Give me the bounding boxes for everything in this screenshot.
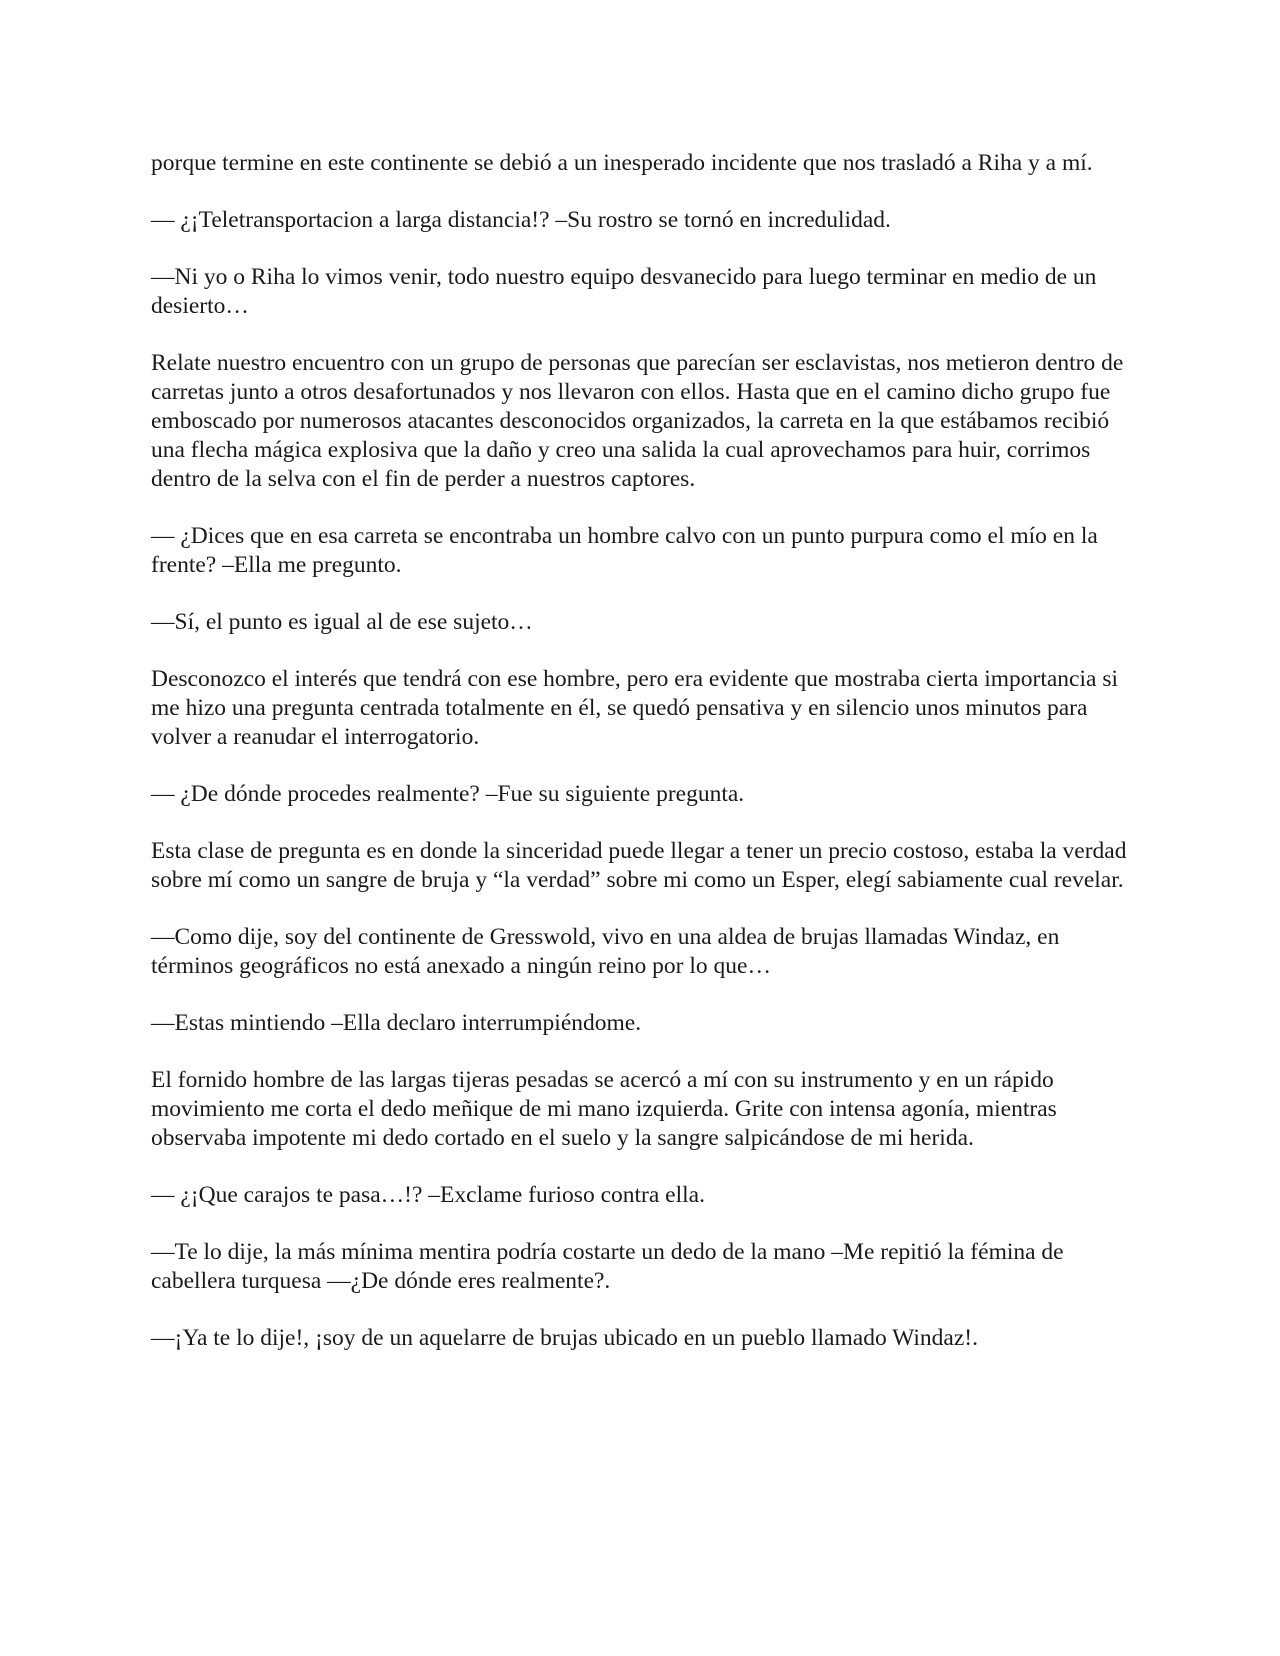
paragraph: —Sí, el punto es igual al de ese sujeto… <box>151 609 533 635</box>
paragraph: — ¿De dónde procedes realmente? –Fue su siguiente pregunta. <box>151 781 745 807</box>
paragraph: — ¿¡Que carajos te pasa…!? –Exclame furioso contra ella. <box>151 1182 705 1208</box>
paragraph: Desconozco el interés que tendrá con ese hombre, pero era evidente que mostraba cierta importancia si me hizo una pregunta centrada totalmente en él, se quedó pensativa y en silencio unos minutos para volver a reanudar el interrogatorio. <box>151 666 1118 750</box>
paragraph: —Ni yo o Riha lo vimos venir, todo nuestro equipo desvanecido para luego terminar en medio de un desierto… <box>151 264 1097 319</box>
paragraph: — ¿¡Teletransportacion a larga distancia!? –Su rostro se tornó en incredulidad. <box>151 207 891 233</box>
paragraph: Relate nuestro encuentro con un grupo de personas que parecían ser esclavistas, nos metieron dentro de carretas junto a otros desafortunados y nos llevaron con ellos. Hasta que en el camino dicho grupo fue emboscado por numerosos atacantes desconocidos organizados, la carreta en la que estábamos recibió una flecha mágica explosiva que la daño y creo una salida la cual aprovechamos para huir, corrimos dentro de la selva con el fin de perder a nuestros captores. <box>151 350 1124 492</box>
paragraph: —¡Ya te lo dije!, ¡soy de un aquelarre de brujas ubicado en un pueblo llamado Windaz!. <box>151 1325 978 1351</box>
paragraph: — ¿Dices que en esa carreta se encontraba un hombre calvo con un punto purpura como el mío en la frente? –Ella me pregunto. <box>151 523 1098 578</box>
paragraph: —Como dije, soy del continente de Gresswold, vivo en una aldea de brujas llamadas Windaz, en términos geográficos no está anexado a ningún reino por lo que… <box>151 924 1060 979</box>
text-body <box>151 149 1136 1381</box>
paragraph: —Estas mintiendo –Ella declaro interrumpiéndome. <box>151 1010 642 1036</box>
paragraph: Esta clase de pregunta es en donde la sinceridad puede llegar a tener un precio costoso, estaba la verdad sobre mí como un sangre de bruja y “la verdad” sobre mi como un Esper, elegí sabiamente cual revelar. <box>151 838 1127 893</box>
paragraph: El fornido hombre de las largas tijeras pesadas se acercó a mí con su instrumento y en un rápido movimiento me corta el dedo meñique de mi mano izquierda. Grite con intensa agonía, mientras observaba impotente mi dedo cortado en el suelo y la sangre salpicándose de mi herida. <box>151 1067 1057 1151</box>
paragraph: porque termine en este continente se debió a un inesperado incidente que nos trasladó a Riha y a mí. <box>151 150 1093 176</box>
paragraph: —Te lo dije, la más mínima mentira podría costarte un dedo de la mano –Me repitió la fémina de cabellera turquesa —¿De dónde eres realmente?. <box>151 1239 1064 1294</box>
